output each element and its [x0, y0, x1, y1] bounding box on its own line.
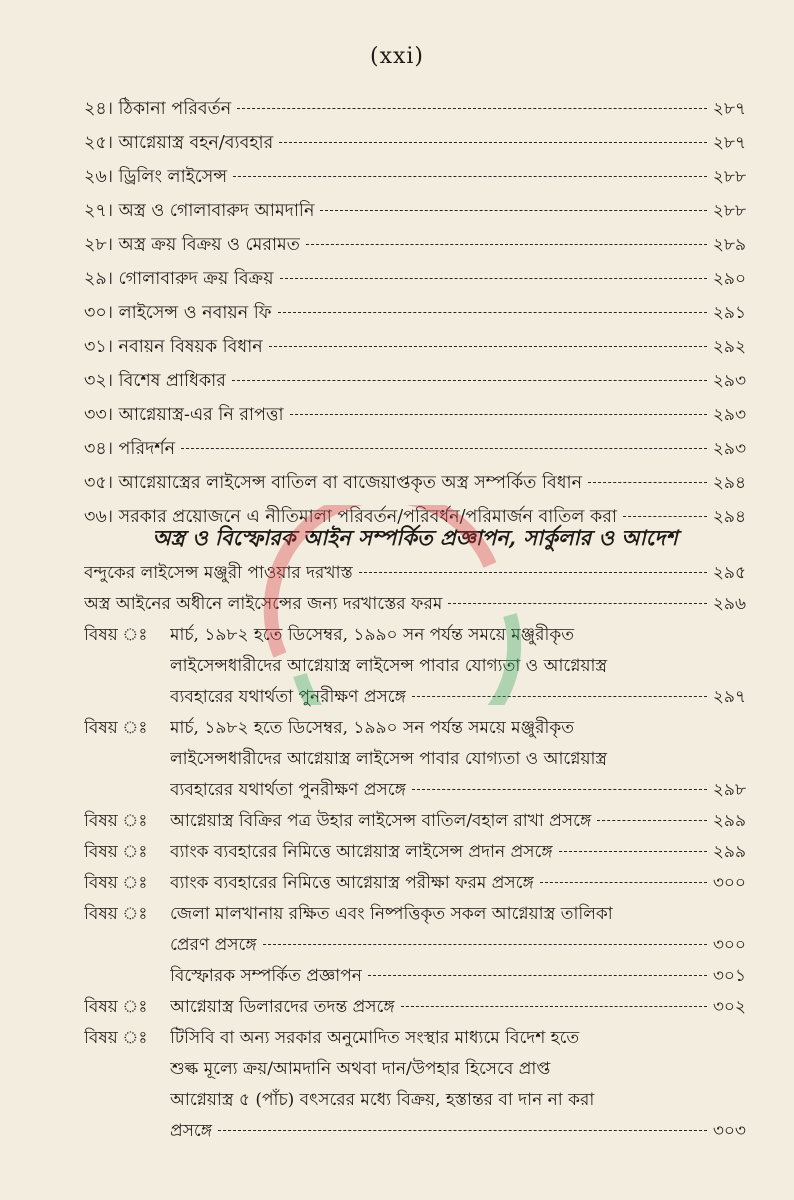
dot-leader: [290, 414, 707, 415]
order-line-text: ব্যবহারের যথার্থতা পুনরীক্ষণ প্রসঙ্গে: [170, 780, 406, 800]
toc-entry-title: ৩০। লাইসেন্স ও নবায়ন ফি: [84, 303, 272, 323]
order-line: [170, 1056, 746, 1087]
toc-entry-title: ২৪। ঠিকানা পরিবর্তন: [84, 99, 232, 119]
order-line-text: লাইসেন্সধারীদের আগ্নেয়াস্ত্র লাইসেন্স পাবার যোগ্যতা ও আগ্নেয়াস্ত্র: [170, 749, 608, 769]
dot-leader: [232, 380, 707, 381]
order-line-text: বন্দুকের লাইসেন্স মঞ্জুরী পাওয়ার দরখাস্ত: [84, 563, 353, 583]
subject-label: বিষয় ঃ: [84, 718, 148, 738]
order-line-text: শুল্ক মূল্যে ক্রয়/আমদানি অথবা দান/উপহার হিসেবে প্রাপ্ত: [170, 1059, 551, 1079]
toc-entry: [84, 130, 746, 164]
order-line-text: প্রসঙ্গে: [170, 1121, 213, 1141]
toc-entry: [84, 402, 746, 436]
order-entry-page: ২৯৯: [712, 842, 746, 862]
order-entry: [84, 622, 746, 715]
dot-leader: [368, 975, 707, 976]
order-entry-page: ২৯৫: [712, 563, 746, 583]
order-line: [170, 746, 746, 777]
dot-leader: [306, 244, 707, 245]
toc-entry-page: ২৮৮: [712, 201, 746, 221]
dot-leader: [401, 1006, 707, 1007]
order-line-text: আগ্নেয়াস্ত্র বিক্রির পত্র উহার লাইসেন্স বাতিল/বহাল রাখা প্রসঙ্গে: [170, 811, 592, 831]
dot-leader: [279, 142, 707, 143]
toc-entry: [84, 96, 746, 130]
dot-leader: [540, 882, 707, 883]
order-line: [170, 1087, 746, 1118]
order-line: [170, 994, 746, 1025]
order-line: [170, 932, 746, 963]
toc-entry-page: ২৮৭: [712, 99, 746, 119]
order-line: [170, 653, 746, 684]
subject-label: বিষয় ঃ: [84, 842, 148, 862]
dot-leader: [237, 108, 707, 109]
order-line: [170, 777, 746, 808]
order-line: [170, 839, 746, 870]
toc-entry: [84, 198, 746, 232]
toc-entry-page: ২৮৭: [712, 133, 746, 153]
toc-entry-page: ২৮৯: [712, 235, 746, 255]
order-entry: [84, 560, 746, 591]
order-line-text: টিসিবি বা অন্য সরকার অনুমোদিত সংস্থার মাধ্যমে বিদেশ হতে: [170, 1028, 580, 1048]
page-number: (xxi): [369, 44, 425, 69]
order-line-text: মার্চ, ১৯৮২ হতে ডিসেম্বর, ১৯৯০ সন পর্যন্ত সময়ে মঞ্জুরীকৃত: [170, 718, 574, 738]
toc-entry-page: ২৮৮: [712, 167, 746, 187]
toc-entry-page: ২৯৩: [712, 439, 746, 459]
subject-label: বিষয় ঃ: [84, 1028, 148, 1048]
subject-label: বিষয় ঃ: [84, 997, 148, 1017]
order-entry-page: ২৯৮: [712, 780, 746, 800]
order-line: [170, 808, 746, 839]
subject-label: বিষয় ঃ: [84, 873, 148, 893]
order-entry-page: ২৯৭: [712, 687, 746, 707]
order-line: [170, 901, 746, 932]
order-entry-page: ২৯৬: [712, 594, 746, 614]
toc-entry-title: ২৬। ড্রিলিং লাইসেন্স: [84, 167, 228, 187]
order-line-text: জেলা মালখানায় রক্ষিত এবং নিষ্পত্তিকৃত সকল আগ্নেয়াস্ত্র তালিকা: [170, 904, 613, 924]
orders-list: [84, 560, 746, 1149]
section-heading: অস্ত্র ও বিস্ফোরক আইন সম্পর্কিত প্রজ্ঞাপন, সার্কুলার ও আদেশ: [152, 525, 678, 550]
dot-leader: [181, 448, 707, 449]
toc-entry-page: ২৯৪: [712, 507, 746, 527]
order-line: [170, 715, 746, 746]
toc-entry: [84, 164, 746, 198]
order-entry-page: ৩০০: [712, 935, 746, 955]
subject-label: বিষয় ঃ: [84, 904, 148, 924]
toc-entry-title: ২৫। আগ্নেয়াস্ত্র বহন/ব্যবহার: [84, 133, 274, 153]
order-entry: [84, 715, 746, 808]
toc-entry: [84, 470, 746, 504]
toc-entry: [84, 436, 746, 470]
toc-entry: [84, 300, 746, 334]
toc-entry-page: ২৯৪: [712, 473, 746, 493]
dot-leader: [412, 789, 707, 790]
toc-entry-title: ৩২। বিশেষ প্রাধিকার: [84, 371, 226, 391]
dot-leader: [359, 572, 707, 573]
order-entry: [84, 994, 746, 1025]
order-line-text: মার্চ, ১৯৮২ হতে ডিসেম্বর, ১৯৯০ সন পর্যন্ত সময়ে মঞ্জুরীকৃত: [170, 625, 574, 645]
toc-entry-title: ৩৩। আগ্নেয়াস্ত্র-এর নি রাপত্তা: [84, 405, 284, 425]
subject-label: বিষয় ঃ: [84, 811, 148, 831]
order-line: [84, 560, 746, 591]
dot-leader: [320, 210, 706, 211]
order-line-text: ব্যবহারের যথার্থতা পুনরীক্ষণ প্রসঙ্গে: [170, 687, 406, 707]
order-line: [170, 622, 746, 653]
order-line: [170, 963, 746, 994]
order-entry: [84, 1025, 746, 1149]
dot-leader: [412, 696, 707, 697]
toc-entry-page: ২৯১: [712, 303, 746, 323]
order-line: [170, 1025, 746, 1056]
toc-entry: [84, 368, 746, 402]
order-entry: [84, 963, 746, 994]
dot-leader: [559, 851, 707, 852]
toc-entry-page: ২৯০: [712, 269, 746, 289]
order-entry: [84, 839, 746, 870]
toc-entry: [84, 232, 746, 266]
dot-leader: [623, 516, 707, 517]
dot-leader: [280, 278, 707, 279]
toc-entry-title: ২৭। অস্ত্র ও গোলাবারুদ আমদানি: [84, 201, 315, 221]
order-entry: [84, 870, 746, 901]
order-entry: [84, 591, 746, 622]
toc-entry-title: ২৮। অস্ত্র ক্রয় বিক্রয় ও মেরামত: [84, 235, 300, 255]
order-entry-page: ৩০০: [712, 873, 746, 893]
order-line-text: ব্যাংক ব্যবহারের নিমিত্তে আগ্নেয়াস্ত্র পরীক্ষা ফরম প্রসঙ্গে: [170, 873, 534, 893]
dot-leader: [233, 176, 707, 177]
dot-leader: [263, 944, 707, 945]
order-entry: [84, 808, 746, 839]
toc-entry-title: ৩৬। সরকার প্রয়োজনে এ নীতিমালা পরিবর্তন/পরিবর্ধন/পরিমার্জন বাতিল করা: [84, 507, 617, 527]
toc-entry-title: ৩১। নবায়ন বিষয়ক বিধান: [84, 337, 263, 357]
dot-leader: [278, 312, 707, 313]
order-line-text: বিস্ফোরক সম্পর্কিত প্রজ্ঞাপন: [170, 966, 362, 986]
toc-entry-page: ২৯২: [712, 337, 746, 357]
order-line-text: লাইসেন্সধারীদের আগ্নেয়াস্ত্র লাইসেন্স পাবার যোগ্যতা ও আগ্নেয়াস্ত্র: [170, 656, 608, 676]
order-entry: [84, 901, 746, 963]
dot-leader: [218, 1130, 707, 1131]
order-line: [170, 684, 746, 715]
toc-entry-title: ৩৪। পরিদর্শন: [84, 439, 176, 459]
toc-entry-title: ২৯। গোলাবারুদ ক্রয় বিক্রয়: [84, 269, 274, 289]
order-line-text: আগ্নেয়াস্ত্র ৫ (পাঁচ) বৎসরের মধ্যে বিক্রয়, হস্তান্তর বা দান না করা: [170, 1090, 595, 1110]
subject-label: বিষয় ঃ: [84, 625, 148, 645]
order-line-text: অস্ত্র আইনের অধীনে লাইসেন্সের জন্য দরখাস্তের ফরম: [84, 594, 443, 614]
order-entry-page: ৩০১: [712, 966, 746, 986]
order-entry-page: ৩০২: [712, 997, 746, 1017]
order-line-text: আগ্নেয়াস্ত্র ডিলারদের তদন্ত প্রসঙ্গে: [170, 997, 395, 1017]
toc-entry-title: ৩৫। আগ্নেয়াস্ত্রের লাইসেন্স বাতিল বা বাজেয়াপ্তকৃত অস্ত্র সম্পর্কিত বিধান: [84, 473, 583, 493]
toc-entry: [84, 266, 746, 300]
toc-entry-page: ২৯৩: [712, 371, 746, 391]
order-entry-page: ৩০৩: [712, 1121, 746, 1141]
order-line: [170, 1118, 746, 1149]
order-line: [170, 870, 746, 901]
order-line-text: প্রেরণ প্রসঙ্গে: [170, 935, 257, 955]
dot-leader: [597, 820, 707, 821]
table-of-contents: [84, 96, 746, 538]
dot-leader: [588, 482, 707, 483]
order-line-text: ব্যাংক ব্যবহারের নিমিত্তে আগ্নেয়াস্ত্র লাইসেন্স প্রদান প্রসঙ্গে: [170, 842, 553, 862]
order-entry-page: ২৯৯: [712, 811, 746, 831]
toc-entry-page: ২৯৩: [712, 405, 746, 425]
dot-leader: [448, 603, 707, 604]
dot-leader: [269, 346, 707, 347]
toc-entry: [84, 334, 746, 368]
order-line: [84, 591, 746, 622]
